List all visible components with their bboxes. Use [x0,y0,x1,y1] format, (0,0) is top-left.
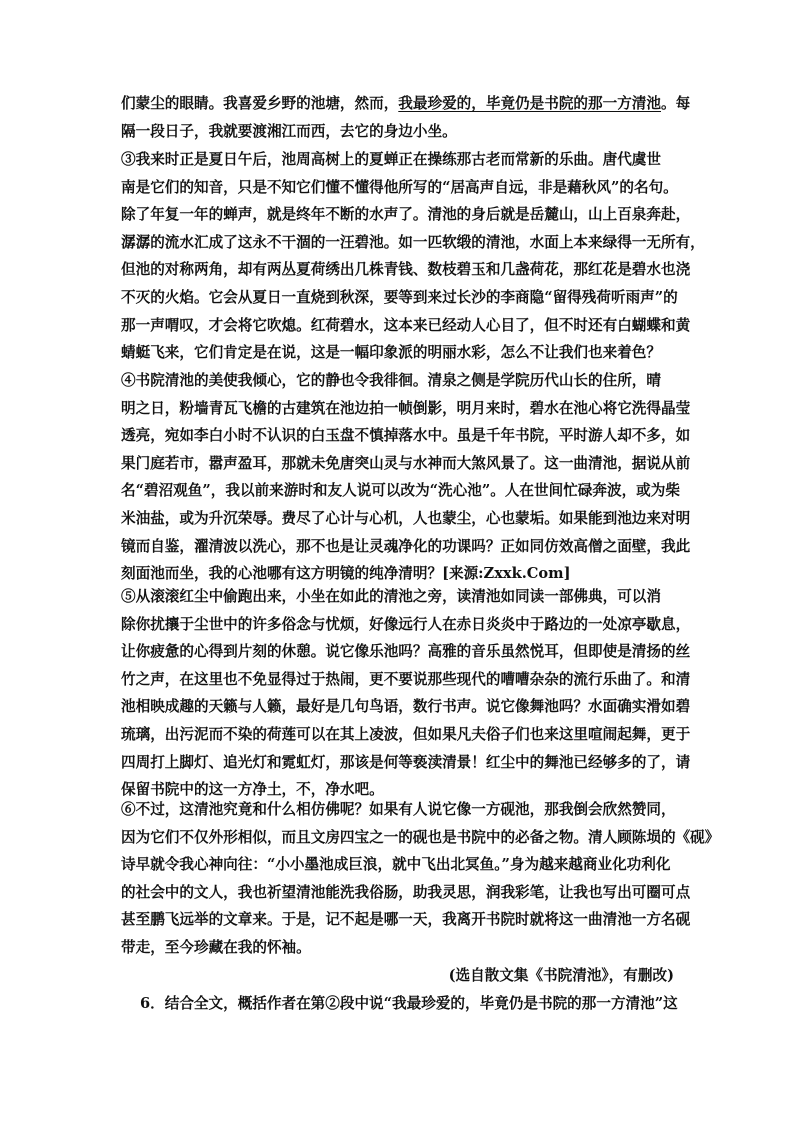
text-line: 但池的对称两角，却有两丛夏荷绣出几株青钱、数枝碧玉和几盏荷花，那红花是碧水也浇 [121,261,691,279]
text-line: 除了年复一年的蝉声，就是终年不断的水声了。清池的身后就是岳麓山，山上百泉奔赴， [121,206,691,224]
text-span: 们蒙尘的眼睛。我喜爱乡野的池塘，然而， [121,95,399,112]
question-6: 6．结合全文，概括作者在第②段中说“我最珍爱的，毕竟仍是书院的那一方清池”这 [140,995,678,1012]
text-line: 甚至鹏飞远举的文章来。于是，记不起是哪一天，我离开书院时就将这一曲清池一方名砚 [121,911,691,929]
text-line: 四周打上脚灯、追光灯和霓虹灯，那该是何等亵渎清景！红尘中的舞池已经够多的了，请 [121,753,691,771]
text-line: 带走，至今珍藏在我的怀袖。 [121,938,311,956]
paragraph-6 [121,796,720,962]
text-line: 琉璃，出污泥而不染的荷莲可以在其上凌波，但如果凡夫俗子们也来这里喧闹起舞，更于 [121,725,691,743]
underlined-sentence: 我最珍爱的，毕竟仍是书院的那一方清池 [398,95,661,112]
text-line: ⑤从滚滚红尘中偷跑出来，小坐在如此的清池之旁，读清池如同读一部佛典，可以消 [121,588,661,605]
text-line: 不灭的火焰。它会从夏日一直烧到秋深，要等到来过长沙的李商隐“留得残荷听雨声”的 [121,288,678,306]
text-line: 保留书院中的这一方净土，不，净水吧。 [121,781,384,799]
text-line: 南是它们的知音，只是不知它们懂不懂得他所写的“居高声自远，非是藉秋风”的名句。 [121,178,678,196]
paragraph-2-tail [121,90,691,145]
text-line: 镜而自鉴，濯清波以洗心，那不也是让灵魂净化的功课吗？正如同仿效高僧之面壁，我此 [121,537,691,555]
text-line: 竹之声，在这里也不免显得过于热闹，更不要说那些现代的嘈嘈杂杂的流行乐曲了。和清 [121,670,691,688]
text-line: 那一声喟叹，才会将它吹熄。红荷碧水，这本来已经动人心目了，但不时还有白蝴蝶和黄 [121,316,691,334]
text-line: 明之日，粉墙青瓦飞檐的古建筑在池边拍一帧倒影，明月来时，碧水在池心将它洗得晶莹 [121,399,691,417]
text-line: 除你扰攘于尘世中的许多俗念与忧烦，好像远行人在赤日炎炎中于路边的一处凉亭歇息， [121,615,691,633]
text-line: 潺潺的流水汇成了这永不干涸的一汪碧池。如一匹软缎的清池，水面上本来绿得一无所有， [121,233,705,251]
text-line: ⑥不过，这清池究竟和什么相仿佛呢？如果有人说它像一方砚池，那我倒会欣然赞同， [121,801,676,818]
text-line: 蜻蜓飞来，它们肯定是在说，这是一幅印象派的明丽水彩，怎么不让我们也来着色？ [121,344,661,362]
text-line: 诗早就令我心神向往：“小小墨池成巨浪，就中飞出北冥鱼。”身为越来越商业化功利化 [121,856,671,874]
paragraph-4 [121,367,691,588]
text-line: 透亮，宛如李白小时不认识的白玉盘不慎掉落水中。虽是千年书院，平时游人却不多，如 [121,427,691,445]
text-line: 隔一段日子，我就要渡湘江而西，去它的身边小坐。 [121,122,457,140]
text-line: 池相映成趣的天籁与人籁，最好是几句鸟语，数行书声。说它像舞池吗？水面确实滑如碧 [121,698,691,716]
text-line: 刻面池而坐，我的心池哪有这方明镜的纯净清明？[来源:Zxxk.Com] [121,565,571,583]
text-line: 的社会中的文人，我也祈望清池能洗我俗肠，助我灵思，润我彩笔，让我也写出可圈可点 [121,883,691,901]
source-citation: (选自散文集《书院清池》，有删改) [448,967,674,984]
text-line [121,90,691,118]
text-line: 因为它们不仅外形相似，而且文房四宝之一的砚也是书院中的必备之物。清人顾陈埙的《砚》 [121,828,720,846]
text-span: 。每 [661,95,691,112]
text-line: 米油盐，或为升沉荣辱。费尽了心计与心机，人也蒙尘，心也蒙垢。如果能到池边来对明 [121,509,691,527]
text-line: 果门庭若市，嚣声盈耳，那就未免唐突山灵与水神而大煞风景了。这一曲清池，据说从前 [121,454,691,472]
paragraph-5 [121,583,691,804]
text-line: ④书院清池的美使我倾心，它的静也令我徘徊。清泉之侧是学院历代山长的住所，晴 [121,372,661,389]
text-line: 让你疲惫的心得到片刻的休憩。说它像乐池吗？高雅的音乐虽然悦耳，但即使是清扬的丝 [121,643,691,661]
text-line: ③我来时正是夏日午后，池周高树上的夏蝉正在操练那古老而常新的乐曲。唐代虞世 [121,151,661,168]
paragraph-3 [121,146,705,367]
text-line: 名“碧沼观鱼”，我以前来游时和友人说可以改为“洗心池”。人在世间忙碌奔波，或为柴 [121,482,680,500]
